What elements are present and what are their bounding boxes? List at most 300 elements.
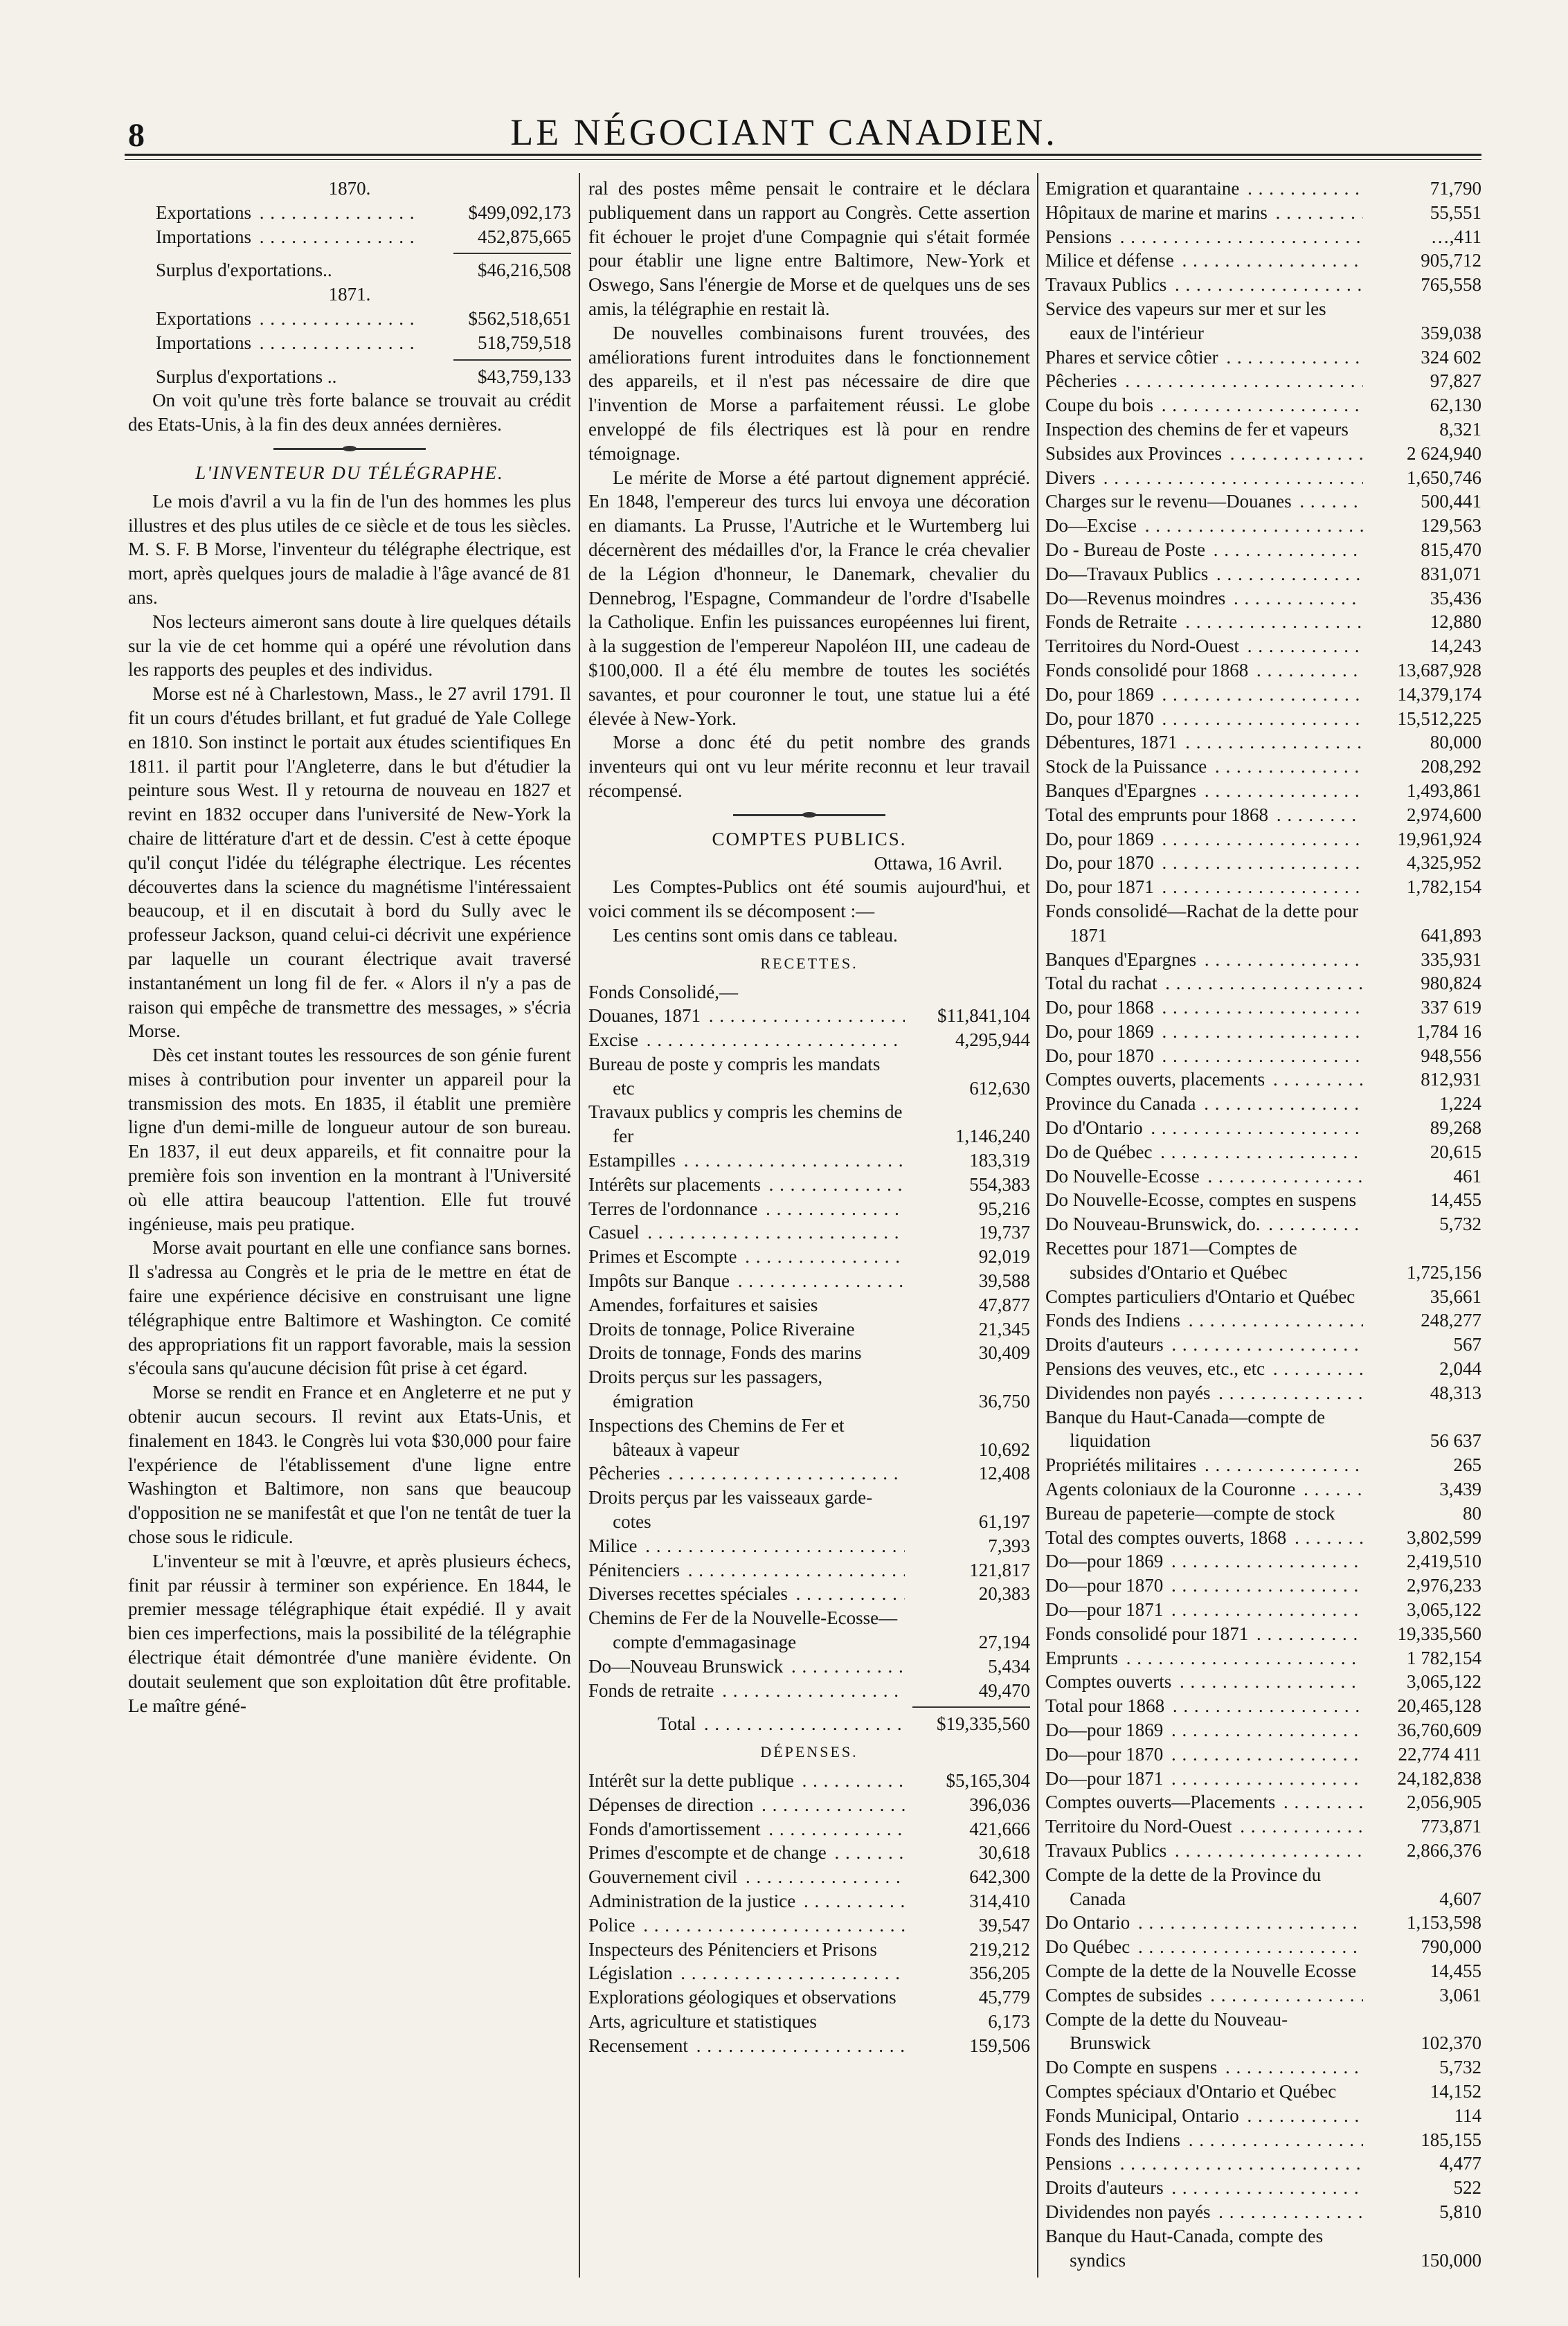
row-value: 948,556 <box>1421 1045 1481 1066</box>
table-row <box>588 1679 1030 1703</box>
table-row: Exportations . . . $562,518,651 <box>156 307 571 331</box>
table-row <box>1045 1381 1481 1405</box>
row-label: Travaux publics y compris les chemins de fer <box>588 1101 903 1147</box>
row-label: Do Compte en suspens . . . <box>1045 2055 1363 2080</box>
row-value: 13,687,928 <box>1397 659 1481 680</box>
column-1 <box>128 177 571 1718</box>
row-value: 47,877 <box>978 1294 1030 1315</box>
row-label: Casuel . . . <box>588 1220 905 1245</box>
row-label: Do—pour 1870 . . . <box>1045 1574 1363 1598</box>
row-value: 248,277 <box>1421 1310 1481 1331</box>
table-row <box>1045 2008 1481 2056</box>
row-label: Total du rachat . . . <box>1045 971 1363 995</box>
row-label: Do Nouvelle-Ecosse . . . <box>1045 1164 1363 1189</box>
article-paragraph: Le mérite de Morse a été partout dignement apprécié. En 1848, l'empereur des turcs lui envoya une décoration en diamants. La Prusse, l'Autriche et le Wurtemberg lui décernèrent des médailles d'or, la France le créa chevalier de la Légion d'honneur, le Danemark, chevalier du Dennebrog, l'Espagne, Commandeur de l'ordre d'Isabelle la Catholique. Enfin les puissances européennes lui firent, à la suggestion de l'empereur Napoléon III, une cadeau de $100,000. Il a été élu membre de toutes les sociétés savantes, et pour couronner le tout, une statue lui a été élevée à New-York. <box>588 467 1030 729</box>
trade-year-1870: 1870. <box>328 178 371 199</box>
row-label: Coupe du bois . . . <box>1045 393 1363 417</box>
row-value: 30,618 <box>978 1842 1030 1864</box>
table-row <box>1045 683 1481 707</box>
row-value: 5,732 <box>1439 2057 1481 2078</box>
row-label: Compte de la dette du Nouveau-Brunswick <box>1045 2008 1288 2054</box>
row-value: 183,319 <box>969 1150 1030 1171</box>
row-label: Recensement . . . <box>588 2034 905 2058</box>
trade-table-1871 <box>128 307 571 388</box>
row-label: Droits perçus par les vaisseaux garde-cotes <box>588 1487 873 1533</box>
row-label: Do Nouvelle-Ecosse, comptes en suspens <box>1045 1189 1357 1211</box>
row-value: 5,434 <box>988 1655 1030 1677</box>
row-value: 2,866,376 <box>1407 1839 1481 1861</box>
table-row <box>588 1985 1030 2010</box>
row-label: Comptes spéciaux d'Ontario et Québec <box>1045 2080 1337 2102</box>
table-row <box>588 1769 1030 1793</box>
table-row <box>1045 2224 1481 2273</box>
row-value: 12,408 <box>978 1463 1030 1484</box>
table-row <box>588 1461 1030 1486</box>
table-row <box>1045 1020 1481 1044</box>
row-value: 102,370 <box>1421 2032 1481 2054</box>
row-label: Total des comptes ouverts, 1868 . . . <box>1045 1526 1363 1550</box>
row-label: Do—pour 1869 . . . <box>1045 1718 1363 1742</box>
row-value: 3,439 <box>1439 1479 1481 1500</box>
row-value: 45,779 <box>978 1987 1030 2008</box>
table-row <box>588 1365 1030 1414</box>
row-label: Do - Bureau de Poste . . . <box>1045 538 1363 562</box>
row-value: 121,817 <box>969 1559 1030 1580</box>
row-label: Comptes ouverts—Placements . . . <box>1045 1790 1363 1814</box>
row-label: Travaux Publics . . . <box>1045 273 1363 297</box>
row-value: 3,065,122 <box>1407 1671 1481 1693</box>
row-value: 20,465,128 <box>1397 1695 1481 1717</box>
row-value: 905,712 <box>1421 250 1481 271</box>
table-row <box>1045 1767 1481 1791</box>
row-value: 61,197 <box>978 1511 1030 1533</box>
row-label: Milice et défense . . . <box>1045 249 1363 273</box>
table-row <box>1045 971 1481 995</box>
row-value: …,411 <box>1430 226 1481 247</box>
table-row <box>588 1341 1030 1365</box>
page-number: 8 <box>128 117 145 154</box>
comptes-dateline: Ottawa, 16 Avril. <box>874 852 1002 874</box>
depenses-table <box>588 1769 1030 2058</box>
column-divider-1 <box>579 173 580 2278</box>
row-value: 641,893 <box>1421 924 1481 946</box>
row-label: Emprunts . . . <box>1045 1646 1363 1670</box>
table-row <box>1045 1911 1481 1935</box>
row-label: Hôpitaux de marine et marins . . . <box>1045 201 1363 225</box>
row-label: Dividendes non payés . . . <box>1045 1381 1363 1405</box>
row-label: Droits de tonnage, Fonds des marins <box>588 1342 862 1364</box>
table-row <box>1045 634 1481 658</box>
row-value: 2,056,905 <box>1407 1792 1481 1813</box>
table-row <box>1045 707 1481 731</box>
row-label: Pénitenciers . . . <box>588 1558 905 1583</box>
table-row <box>1045 1549 1481 1574</box>
row-value: 14,243 <box>1430 635 1481 657</box>
row-label: Comptes particuliers d'Ontario et Québec <box>1045 1286 1355 1307</box>
table-row <box>588 2034 1030 2058</box>
row-label: Do Nouveau-Brunswick, do. . . . <box>1045 1212 1363 1236</box>
article-paragraph: Nos lecteurs aimeront sans doute à lire quelques détails sur la vie de cet homme qui a opéré une révolution dans les rapports des peuples et des individus. <box>128 611 571 680</box>
row-label: Emigration et quarantaine . . . <box>1045 177 1363 201</box>
sum-rule <box>453 359 571 361</box>
row-value: 19,737 <box>978 1222 1030 1243</box>
row-value: 150,000 <box>1421 2249 1481 2271</box>
row-value: 39,547 <box>978 1914 1030 1936</box>
row-label: Milice . . . <box>588 1534 905 1558</box>
row-value: 2,419,510 <box>1407 1551 1481 1572</box>
row-label: Pêcheries . . . <box>1045 369 1363 393</box>
row-label: Fonds des Indiens . . . <box>1045 2128 1363 2152</box>
row-value: 1 782,154 <box>1407 1647 1481 1668</box>
trade-table-1870 <box>128 201 571 282</box>
row-label: Do, pour 1870 . . . <box>1045 707 1363 731</box>
row-value: 396,036 <box>969 1794 1030 1815</box>
table-row <box>588 1269 1030 1293</box>
row-value: 27,194 <box>978 1632 1030 1653</box>
row-label: Primes et Escompte . . . <box>588 1245 905 1269</box>
table-row <box>1045 1959 1481 1983</box>
row-label: Comptes ouverts . . . <box>1045 1670 1363 1694</box>
table-row <box>588 1148 1030 1173</box>
table-row: Importations . . . 452,875,665 <box>156 225 571 249</box>
row-value: 129,563 <box>1421 515 1481 537</box>
row-value: $5,165,304 <box>946 1770 1030 1791</box>
row-label: Subsides aux Provinces . . . <box>1045 442 1363 466</box>
table-row <box>1045 1839 1481 1863</box>
row-label: Divers . . . <box>1045 466 1363 490</box>
row-label: Gouvernement civil . . . <box>588 1865 905 1889</box>
row-value: 1,146,240 <box>955 1126 1030 1147</box>
table-row <box>1045 562 1481 586</box>
row-label: Recettes pour 1871—Comptes de subsides d'Ontario et Québec <box>1045 1238 1297 1283</box>
row-label: Pensions des veuves, etc., etc . . . <box>1045 1357 1363 1381</box>
recettes-total-row: Total . . . $19,335,560 <box>588 1712 1030 1736</box>
row-label: Pêcheries . . . <box>588 1461 905 1486</box>
row-value: 36,750 <box>978 1391 1030 1412</box>
table-row <box>1045 1044 1481 1068</box>
table-row <box>1045 201 1481 225</box>
table-row <box>1045 2128 1481 2152</box>
row-value: 56 637 <box>1430 1430 1481 1452</box>
row-label: Do d'Ontario . . . <box>1045 1116 1363 1140</box>
table-row: Surplus d'exportations.. $46,216,508 <box>156 260 571 281</box>
row-label: Do—Revenus moindres . . . <box>1045 586 1363 611</box>
article-paragraph: De nouvelles combinaisons furent trouvées, des améliorations furent introduites dans le fonctionnement des appareils, et il n'est pas nécessaire de dire que l'invention de Morse a parfaitement réussi. Le globe enveloppé de fils électriques est là pour en rendre témoignage. <box>588 322 1030 464</box>
row-value: 980,824 <box>1421 973 1481 994</box>
row-label: Charges sur le revenu—Douanes . . . <box>1045 489 1363 514</box>
row-value: 92,019 <box>978 1246 1030 1268</box>
row-label: Fonds consolidé pour 1868 . . . <box>1045 658 1363 683</box>
row-value: 2,974,600 <box>1407 804 1481 825</box>
table-row <box>1045 1308 1481 1333</box>
row-label: Fonds d'amortissement . . . <box>588 1817 905 1841</box>
row-value: 1,493,861 <box>1407 779 1481 801</box>
table-row <box>588 1938 1030 1962</box>
row-label: Propriétés militaires . . . <box>1045 1453 1363 1477</box>
table-row <box>1045 225 1481 249</box>
row-value: $11,841,104 <box>937 1005 1030 1027</box>
row-label: Do—pour 1869 . . . <box>1045 1549 1363 1574</box>
running-title: LE NÉGOCIANT CANADIEN. <box>510 111 1058 153</box>
row-value: 8,321 <box>1439 418 1481 440</box>
table-row: Importations . . . 518,759,518 <box>156 331 571 355</box>
row-value: 19,961,924 <box>1397 828 1481 849</box>
row-label: Pensions . . . <box>1045 2152 1363 2176</box>
row-value: 337 619 <box>1421 997 1481 1018</box>
table-row <box>588 1414 1030 1462</box>
section-separator <box>733 814 885 816</box>
row-label: Inspecteurs des Pénitenciers et Prisons <box>588 1938 877 1960</box>
row-value: 35,661 <box>1430 1286 1481 1307</box>
table-row <box>1045 2055 1481 2080</box>
row-label: Do—Nouveau Brunswick . . . <box>588 1655 905 1679</box>
row-value: 14,152 <box>1430 2080 1481 2102</box>
table-row <box>588 1317 1030 1342</box>
table-row <box>1045 249 1481 273</box>
column-3 <box>1045 177 1481 2272</box>
row-label: Do, pour 1871 . . . <box>1045 875 1363 899</box>
table-row <box>588 1841 1030 1865</box>
table-row <box>1045 489 1481 514</box>
row-value: 1,782,154 <box>1407 876 1481 898</box>
table-row <box>588 1293 1030 1317</box>
row-value: 1,153,598 <box>1407 1912 1481 1933</box>
depenses-continued-table <box>1045 177 1481 2272</box>
row-label: Chemins de Fer de la Nouvelle-Ecosse—compte d'emmagasinage <box>588 1607 898 1653</box>
article-paragraph: Dès cet instant toutes les ressources de son génie furent mises à contribution pour inventer un appareil pour la transmission des mots. En 1835, il établit une première ligne d'un demi-mille de longueur autour de son bureau. En 1837, il eut deux appareils, et fit connaitre pour la première fois son invention en la montrant à l'Université où elle attira beaucoup l'attention. Elle fut trouvé ingénieuse, mais peu pratique. <box>128 1045 571 1234</box>
table-row <box>1045 2176 1481 2200</box>
table-row <box>1045 1935 1481 1959</box>
row-value: 14,455 <box>1430 1960 1481 1981</box>
table-row <box>1045 1502 1481 1526</box>
row-value: 554,383 <box>969 1173 1030 1195</box>
row-value: 159,506 <box>969 2035 1030 2056</box>
table-row <box>588 1889 1030 1913</box>
table-row <box>1045 1574 1481 1598</box>
row-label: Débentures, 1871 . . . <box>1045 730 1363 755</box>
table-row <box>1045 1670 1481 1694</box>
row-label: Do, pour 1869 . . . <box>1045 827 1363 851</box>
row-label: Fonds des Indiens . . . <box>1045 1308 1363 1333</box>
row-label: Bureau de poste y compris les mandats etc <box>588 1053 881 1099</box>
row-value: 773,871 <box>1421 1816 1481 1837</box>
article-paragraph: ral des postes même pensait le contraire et le déclara publiquement dans un rapport au Congrès. Cette assertion fit échouer le projet d'une Compagnie qui s'était formée pour établir une ligne entre Baltimore, New-York et Oswego, Sans l'énergie de Morse et de quelques uns de ses amis, la télégraphie en restait là. <box>588 178 1030 319</box>
sum-rule <box>453 253 571 254</box>
table-row <box>588 1245 1030 1269</box>
table-row: Exportations . . . $499,092,173 <box>156 201 571 225</box>
row-value: 114 <box>1454 2104 1481 2126</box>
row-label: Excise . . . <box>588 1028 905 1052</box>
row-label: Administration de la justice . . . <box>588 1889 905 1913</box>
row-value: 24,182,838 <box>1397 1767 1481 1789</box>
column-2 <box>588 177 1030 2058</box>
article-title: L'INVENTEUR DU TÉLÉGRAPHE. <box>195 462 504 483</box>
table-row <box>1045 1453 1481 1477</box>
row-label: Droits de tonnage, Police Riveraine <box>588 1318 855 1340</box>
row-label: Do—pour 1871 . . . <box>1045 1767 1363 1791</box>
row-value: 14,455 <box>1430 1189 1481 1211</box>
row-value: 1,650,746 <box>1407 467 1481 488</box>
row-label: Do—Excise . . . <box>1045 514 1363 538</box>
row-value: 10,692 <box>978 1439 1030 1460</box>
table-row <box>588 1100 1030 1148</box>
row-value: 522 <box>1453 2177 1481 2199</box>
row-value: 4,325,952 <box>1407 852 1481 874</box>
row-value: 2,976,233 <box>1407 1575 1481 1596</box>
row-value: 35,436 <box>1430 587 1481 608</box>
row-value: 15,512,225 <box>1397 707 1481 729</box>
row-value: 21,345 <box>978 1318 1030 1340</box>
row-label: Dépenses de direction . . . <box>588 1793 905 1817</box>
row-value: 219,212 <box>969 1938 1030 1960</box>
table-row <box>1045 369 1481 393</box>
table-row <box>588 1052 1030 1101</box>
row-value: 3,065,122 <box>1407 1599 1481 1621</box>
table-row <box>1045 273 1481 297</box>
table-row <box>1045 1140 1481 1164</box>
row-label: Impôts sur Banque . . . <box>588 1269 905 1293</box>
table-row <box>588 1558 1030 1583</box>
row-label: Banque du Haut-Canada—compte de liquidation <box>1045 1406 1326 1452</box>
row-label: Droits d'auteurs . . . <box>1045 2176 1363 2200</box>
row-value: 359,038 <box>1421 322 1481 343</box>
row-label: Travaux Publics . . . <box>1045 1839 1363 1863</box>
table-row <box>588 1913 1030 1938</box>
table-row <box>588 1486 1030 1534</box>
table-row <box>1045 948 1481 972</box>
row-value: 831,071 <box>1421 563 1481 584</box>
row-label: Primes d'escompte et de change . . . <box>588 1841 905 1865</box>
table-row <box>1045 1814 1481 1839</box>
comptes-note: Les centins sont omis dans ce tableau. <box>613 924 898 946</box>
row-value: 3,061 <box>1439 1984 1481 2005</box>
row-label: Fonds de Retraite . . . <box>1045 610 1363 634</box>
row-value: 6,173 <box>988 2010 1030 2032</box>
table-row <box>1045 538 1481 562</box>
row-label: Phares et service côtier . . . <box>1045 345 1363 370</box>
table-row <box>1045 658 1481 683</box>
row-label: Agents coloniaux de la Couronne . . . <box>1045 1477 1363 1502</box>
article-paragraph: Le mois d'avril a vu la fin de l'un des hommes les plus illustres et des plus utiles de ce siècle et de tous les siècles. M. S. F. B Morse, l'inventeur du télégraphe électrique, est mort, après quelques jours de maladie à l'âge avancé de 81 ans. <box>128 490 571 608</box>
row-label: Banque du Haut-Canada, compte des syndics <box>1045 2225 1324 2271</box>
table-row <box>1045 2200 1481 2224</box>
table-row <box>588 1028 1030 1052</box>
row-value: 12,880 <box>1430 611 1481 633</box>
row-value: 62,130 <box>1430 395 1481 416</box>
table-row <box>1045 1405 1481 1454</box>
table-row <box>588 1534 1030 1558</box>
table-row <box>1045 345 1481 370</box>
table-row <box>1045 1742 1481 1767</box>
table-row <box>1045 1236 1481 1285</box>
row-label: Fonds de retraite . . . <box>588 1679 905 1703</box>
row-value: 71,790 <box>1430 178 1481 199</box>
row-value: 612,630 <box>969 1077 1030 1099</box>
table-row <box>1045 610 1481 634</box>
table-row <box>1045 779 1481 803</box>
header-rule-thin <box>125 159 1481 160</box>
row-label: Territoire du Nord-Ouest . . . <box>1045 1814 1363 1839</box>
recettes-heading: RECETTES. <box>760 954 858 972</box>
table-row <box>1045 1357 1481 1381</box>
row-label: Inspections des Chemins de Fer et bâteaux à vapeur <box>588 1414 845 1460</box>
table-row <box>1045 899 1481 948</box>
row-label: Terres de l'ordonnance . . . <box>588 1197 905 1221</box>
row-label: Total pour 1868 . . . <box>1045 1694 1363 1718</box>
table-row <box>1045 442 1481 466</box>
table-row <box>1045 1863 1481 1911</box>
article-paragraph: L'inventeur se mit à l'œuvre, et après plusieurs échecs, finit par réussir à terminer son expérience. En 1844, le premier message télégraphique était expédié. Il y avait bien ces imperfections, mais la possibilité de la télégraphie électrique était démontrée d'une manière évidente. On doutait seulement que son exploitation dût être profitable. Le maître géné- <box>128 1550 571 1716</box>
row-label: Do, pour 1868 . . . <box>1045 995 1363 1020</box>
row-label: Do, pour 1869 . . . <box>1045 1020 1363 1044</box>
table-row <box>1045 586 1481 611</box>
table-row <box>588 1004 1030 1028</box>
table-row <box>1045 1116 1481 1140</box>
sum-rule <box>912 1706 1030 1708</box>
table-row <box>1045 466 1481 490</box>
row-label: Explorations géologiques et observations <box>588 1987 896 2008</box>
row-label: Do Québec . . . <box>1045 1935 1363 1959</box>
row-value: 500,441 <box>1421 491 1481 512</box>
row-value: 790,000 <box>1421 1936 1481 1958</box>
row-label: Droits perçus sur les passagers, émigration <box>588 1367 823 1412</box>
table-row <box>588 1865 1030 1889</box>
row-label: Bureau de papeterie—compte de stock <box>1045 1502 1335 1524</box>
row-label: Pensions . . . <box>1045 225 1363 249</box>
row-value: 19,335,560 <box>1397 1623 1481 1644</box>
table-row <box>588 1582 1030 1606</box>
row-label: Arts, agriculture et statistiques <box>588 2010 817 2032</box>
table-row <box>1045 875 1481 899</box>
row-label: Do Ontario . . . <box>1045 1911 1363 1935</box>
row-value: 5,810 <box>1439 2201 1481 2222</box>
row-label: Banques d'Epargnes . . . <box>1045 948 1363 972</box>
table-row <box>588 1173 1030 1197</box>
row-label: Banques d'Epargnes . . . <box>1045 779 1363 803</box>
page-header <box>0 0 1568 156</box>
table-row <box>1045 1694 1481 1718</box>
table-row <box>1045 1622 1481 1646</box>
row-label: Compte de la dette de la Province du Canada <box>1045 1864 1322 1909</box>
row-value: 48,313 <box>1430 1382 1481 1403</box>
row-label: Service des vapeurs sur mer et sur les eaux de l'intérieur <box>1045 298 1326 343</box>
table-row <box>1045 730 1481 755</box>
table-row <box>1045 1092 1481 1116</box>
row-label: Do—pour 1870 . . . <box>1045 1742 1363 1767</box>
row-value: 812,931 <box>1421 1069 1481 1090</box>
row-value: 815,470 <box>1421 539 1481 560</box>
row-value: 7,393 <box>988 1535 1030 1556</box>
recettes-table <box>588 1004 1030 1702</box>
table-row <box>1045 827 1481 851</box>
row-label: Fonds Municipal, Ontario . . . <box>1045 2104 1363 2128</box>
row-label: Province du Canada . . . <box>1045 1092 1363 1116</box>
row-value: 4,477 <box>1439 2153 1481 2174</box>
table-row: Surplus d'exportations .. $43,759,133 <box>156 366 571 387</box>
table-row <box>1045 1333 1481 1357</box>
row-label: Dividendes non payés . . . <box>1045 2200 1363 2224</box>
row-label: Compte de la dette de la Nouvelle Ecosse <box>1045 1960 1357 1981</box>
row-value: 421,666 <box>969 1818 1030 1839</box>
row-value: 39,588 <box>978 1270 1030 1292</box>
row-label: Intérêt sur la dette publique . . . <box>588 1769 905 1793</box>
row-value: 335,931 <box>1421 948 1481 970</box>
row-value: 20,383 <box>978 1583 1030 1605</box>
row-value: 20,615 <box>1430 1141 1481 1162</box>
row-value: 185,155 <box>1421 2129 1481 2150</box>
row-label: Do de Québec . . . <box>1045 1140 1363 1164</box>
row-value: 5,732 <box>1439 1214 1481 1235</box>
